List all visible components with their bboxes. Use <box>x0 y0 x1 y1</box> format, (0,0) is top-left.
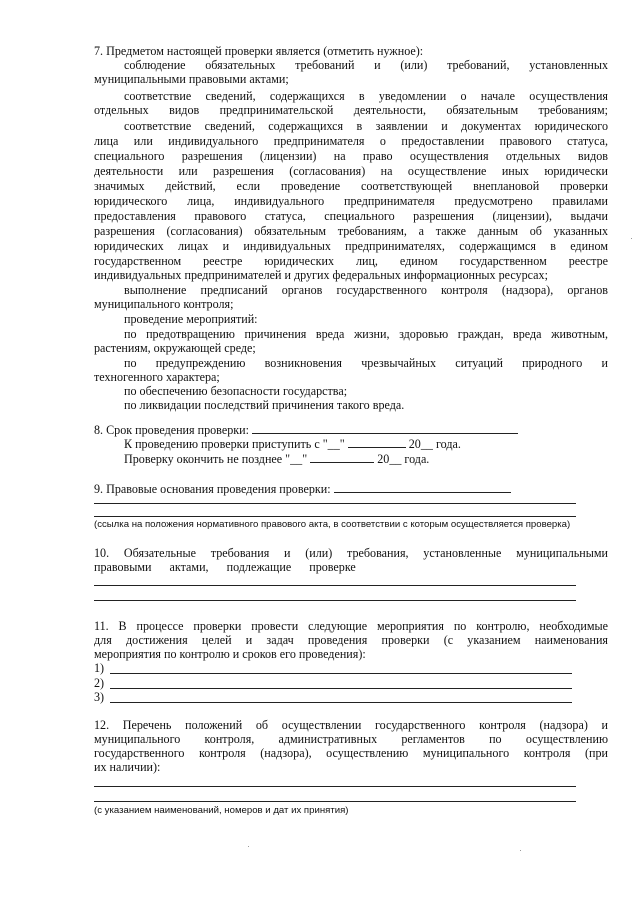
check-period-field[interactable] <box>252 423 518 434</box>
check-start-month-field[interactable] <box>348 437 406 448</box>
section-7-line: лица или индивидуального предпринимателя о предоставлении правового статуса, <box>94 134 608 148</box>
section-7-line: соответствие сведений, содержащихся в заявлении и документах юридического <box>124 119 608 133</box>
section-7-line: муниципальными правовыми актами; <box>94 72 289 86</box>
measure-item-line[interactable] <box>110 673 572 674</box>
section-11-line: 11. В процессе проверки провести следующие мероприятия по контролю, необходимые <box>94 619 608 633</box>
section-7-line: проведение мероприятий: <box>124 312 258 326</box>
section-11-line: мероприятия по контролю и сроков его проведения): <box>94 647 366 661</box>
section-7-line: соответствие сведений, содержащихся в уведомлении о начале осуществления <box>124 89 608 103</box>
measure-item-number: 2) <box>94 676 105 690</box>
section-12-line: их наличии): <box>94 760 161 774</box>
section-7-heading: 7. Предметом настоящей проверки является (отметить нужное): <box>94 44 424 58</box>
section-7-line: значимых действий, если проведение соответствующей внеплановой проверки <box>94 179 608 193</box>
section-7-line: по ликвидации последствий причинения такого вреда. <box>124 398 405 412</box>
scan-speck <box>631 238 632 239</box>
regulations-line[interactable] <box>94 786 576 787</box>
scan-speck <box>520 850 521 851</box>
check-end-line <box>124 452 429 466</box>
check-end-month-field[interactable] <box>310 452 374 463</box>
check-start-year: 20__ года. <box>408 437 461 451</box>
section-9-heading-text: 9. Правовые основания проведения проверки: <box>94 482 331 496</box>
section-10-line: правовыми актами, подлежащие проверке <box>94 560 356 574</box>
section-7-line: юридических лицах и индивидуальных предпринимателях, содержащимся в едином <box>94 239 608 253</box>
legal-basis-line[interactable] <box>94 503 576 504</box>
check-start-line <box>124 437 461 451</box>
section-9-heading <box>94 482 511 496</box>
section-7-line: соблюдение обязательных требований и (или) требований, установленных <box>124 58 608 72</box>
section-8-heading <box>94 423 518 437</box>
requirements-line[interactable] <box>94 600 576 601</box>
regulations-line[interactable] <box>94 801 576 802</box>
legal-basis-line[interactable] <box>94 516 576 517</box>
section-7-line: по предупреждению возникновения чрезвычайных ситуаций природного и <box>124 356 608 370</box>
requirements-line[interactable] <box>94 585 576 586</box>
section-7-line: индивидуальных предпринимателей и других федеральных информационных ресурсах; <box>94 268 548 282</box>
section-11-line: для достижения целей и задач проведения проверки (с указанием наименования <box>94 633 608 647</box>
scan-speck <box>248 846 249 847</box>
section-7-line: муниципального контроля; <box>94 297 234 311</box>
section-8-heading-text: 8. Срок проведения проверки: <box>94 423 249 437</box>
section-7-line: техногенного характера; <box>94 370 220 384</box>
section-7-line: специального разрешения (лицензии) на право осуществления отдельных видов <box>94 149 608 163</box>
section-7-line: государственном реестре юридических лиц, едином государственном реестре <box>94 254 608 268</box>
section-7-line: деятельности или разрешения (согласования) на осуществление иных юридически <box>94 164 608 178</box>
section-12-note: (с указанием наименований, номеров и дат их принятия) <box>94 805 349 816</box>
legal-basis-field[interactable] <box>334 482 511 493</box>
section-7-line: по обеспечению безопасности государства; <box>124 384 348 398</box>
section-7-line: по предотвращению причинения вреда жизни, здоровью граждан, вреда животным, <box>124 327 608 341</box>
section-7-line: юридического лица, индивидуального предпринимателя предусмотрено правилами <box>94 194 608 208</box>
section-7-line: растениям, окружающей среде; <box>94 341 256 355</box>
measure-item-line[interactable] <box>110 688 572 689</box>
check-end-year: 20__ года. <box>377 452 430 466</box>
measure-item-line[interactable] <box>110 702 572 703</box>
section-10-line: 10. Обязательные требования и (или) требования, установленные муниципальными <box>94 546 608 560</box>
measure-item-number: 1) <box>94 661 105 675</box>
section-7-line: отдельных видов предпринимательской деятельности, обязательным требованиям; <box>94 103 608 117</box>
section-12-line: муниципального контроля, административных регламентов по осуществлению <box>94 732 608 746</box>
check-end-label: Проверку окончить не позднее "__" <box>124 452 308 466</box>
section-7-line: предоставления правового статуса, специального разрешения (лицензии), выдачи <box>94 209 608 223</box>
section-12-line: государственного контроля (надзора), осуществлению муниципального контроля (при <box>94 746 608 760</box>
section-9-note: (ссылка на положения нормативного правового акта, в соответствии с которым осуществляется проверка) <box>94 519 571 530</box>
measure-item-number: 3) <box>94 690 105 704</box>
check-start-label: К проведению проверки приступить с "__" <box>124 437 345 451</box>
section-7-line: выполнение предписаний органов государственного контроля (надзора), органов <box>124 283 608 297</box>
section-7-line: разрешения (согласования) обязательным требованиям, а также данным об указанных <box>94 224 608 238</box>
section-12-line: 12. Перечень положений об осуществлении государственного контроля (надзора) и <box>94 718 608 732</box>
